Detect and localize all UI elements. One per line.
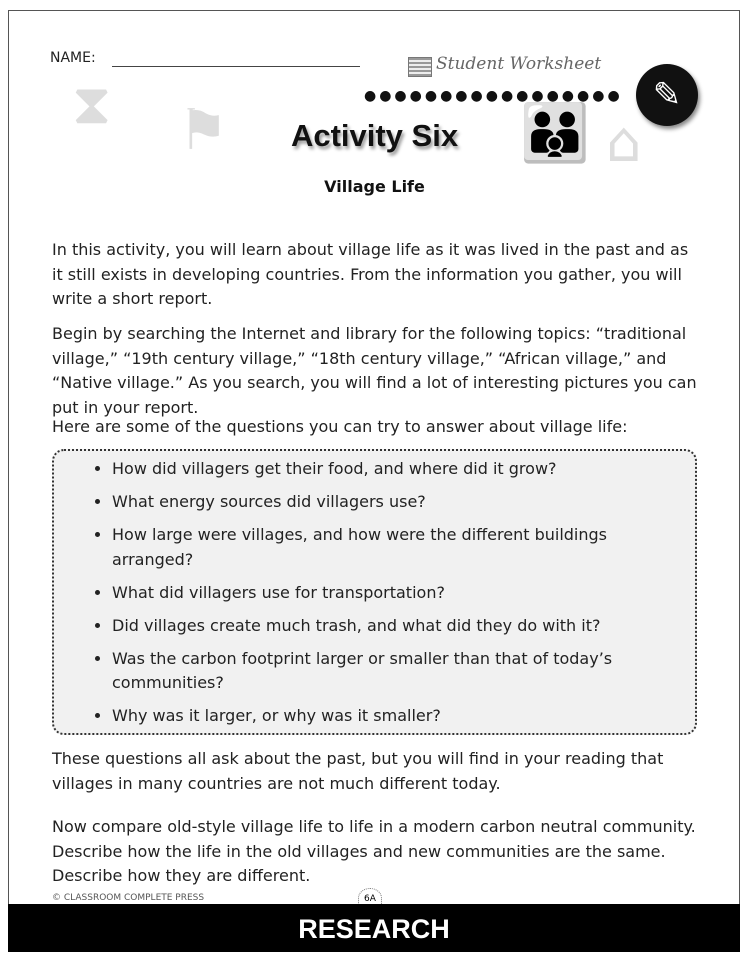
family-icon: 👪 [520,101,590,166]
subtitle: Village Life [324,177,425,196]
question-item: • Was the carbon footprint larger or smaller than that of today’s communities? [112,647,675,696]
dotted-divider: ●●●●●●●●●●●●●●●●● [364,88,623,104]
worksheet-icon [408,57,432,77]
question-item: • Did villages create much trash, and what did they do with it? [112,614,675,639]
question-item: • What did villagers use for transportation? [112,581,675,606]
paragraph: Begin by searching the Internet and library for the following topics: “traditional village,” “19th century village,” “18th century village,” “African village,” and “Native village.” As you search, you will find a lot of interesting pictures you can put in your report. [52,324,697,417]
questions-box [52,449,697,735]
name-line[interactable] [112,66,360,67]
question-item: • What energy sources did villagers use? [112,490,675,515]
name-label: NAME: [50,50,96,66]
house-icon: ⌂ [606,110,642,175]
pencil-icon: ✎ [636,64,698,126]
question-item: • Why was it larger, or why was it smaller? [112,704,675,729]
paragraph: These questions all ask about the past, but you will find in your reading that villages in many countries are not much different today. [52,749,664,793]
student-worksheet-label: Student Worksheet [436,54,602,74]
question-item: • How large were villages, and how were the different buildings arranged? [112,523,675,572]
research-banner: RESEARCH [8,904,740,952]
paragraph: Here are some of the questions you can try to answer about village life: [52,417,628,436]
page-number: 6A [358,888,382,908]
copyright: © CLASSROOM COMPLETE PRESS [52,893,205,903]
hourglass-icon: ⧗ [72,72,112,137]
paragraph: In this activity, you will learn about village life as it was lived in the past and as it still exists in developing countries. From the information you gather, you will write a short report. [52,240,689,308]
question-item: • How did villagers get their food, and where did it grow? [112,457,675,482]
paragraph: Now compare old-style village life to life in a modern carbon neutral community. Describe how the life in the old villages and new communities are the same. Describe how they are different. [52,817,696,885]
page-title: Activity Six [290,118,459,153]
flag-icon: ⚑ [178,98,229,163]
